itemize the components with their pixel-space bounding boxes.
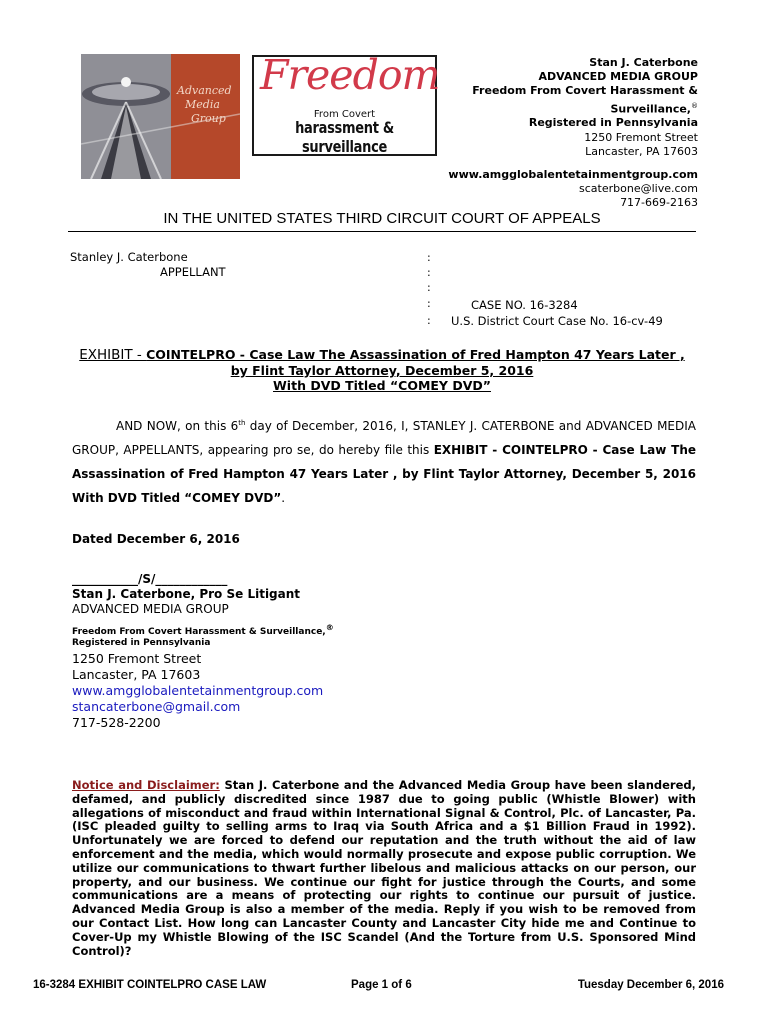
advanced-media-group-logo (81, 54, 240, 179)
header-website[interactable]: www.amgglobalentetainmentgroup.com (448, 168, 698, 181)
header-org: ADVANCED MEDIA GROUP (538, 70, 698, 84)
header-city: Lancaster, PA 17603 (585, 144, 698, 158)
signature-name: Stan J. Caterbone, Pro Se Litigant (72, 587, 301, 601)
freedom-logo-subtitle: From Covert (313, 109, 376, 120)
body-paragraph (72, 414, 696, 510)
header-line3: Freedom From Covert Harassment & (472, 84, 698, 98)
caption-colon: : (427, 314, 431, 327)
exhibit-line1: COINTELPRO - Case Law The Assassination of Fred Hampton 47 Years Later , (146, 347, 685, 362)
dated-line: Dated December 6, 2016 (72, 532, 240, 546)
notice-text: Stan J. Caterbone and the Advanced Media Group have been slandered, defamed, and publicly discredited since 1987 due to going public (Whistle Blower) with allegations of misconduct and fraud within International Signal & Control, Plc. of Lancaster, Pa. (ISC pleaded guilty to selling arms to Iraq via South Africa and a $1 Billion Fraud in 1992). Unfortunately we are forced to defend our reputation and the truth without the aid of law enforcement and the media, which would normally prosecute and expose public corruption. We utilize our communications to thwart further libelous and malicious attacks on our person, our property, and our business. We continue our fight for justice through the Courts, and some communications are a means of protecting our rights to continue our pursuit of justice. Advanced Media Group is also a member of the media. Reply if you wish to be removed from our Contact List. How long can Lancaster County and Lancaster City hide me and Continue to Cover-Up my Whistle Blowing of the ISC Scandel (And the Torture from U.S. Sponsored Mind Control)? (72, 778, 696, 958)
header-registered: Registered in Pennsylvania (528, 116, 698, 130)
signature-email-link[interactable]: stancaterbone@gmail.com (72, 699, 241, 714)
signature-phone: 717-528-2200 (72, 715, 161, 730)
exhibit-line3: With DVD Titled “COMEY DVD” (273, 378, 491, 393)
header-reg-mark: ® (691, 101, 698, 110)
signature-freedom: Freedom From Covert Harassment & Surveillance, (72, 627, 326, 637)
title-rule (68, 231, 696, 232)
signature-street: 1250 Fremont Street (72, 651, 202, 666)
header-line4: Surveillance, (610, 102, 691, 116)
signature-org: ADVANCED MEDIA GROUP (72, 602, 229, 616)
caption-colon: : (427, 281, 431, 294)
caption-colon: : (427, 297, 431, 310)
body-end: . (281, 491, 286, 505)
caption-colon: : (427, 266, 431, 279)
header-name: Stan J. Caterbone (589, 56, 698, 69)
body-sup: th (238, 419, 246, 427)
header-email[interactable]: scaterbone@live.com (579, 182, 698, 196)
court-title: IN THE UNITED STATES THIRD CIRCUIT COURT OF APPEALS (163, 210, 601, 227)
footer-date: Tuesday December 6, 2016 (577, 979, 724, 991)
footer-page-number: Page 1 of 6 (351, 979, 412, 991)
logo-word-2: Media (185, 98, 220, 111)
exhibit-prefix: EXHIBIT - (79, 347, 147, 363)
signature-registered: Registered in Pennsylvania (72, 638, 211, 648)
caption-role: APPELLANT (160, 265, 226, 279)
notice-disclaimer (72, 779, 696, 958)
freedom-logo-tagline: harassment & surveillance (295, 119, 394, 157)
footer-case-title: 16-3284 EXHIBIT COINTELPRO CASE LAW (33, 979, 267, 991)
logo-word-3: Group (191, 112, 226, 125)
header-street: 1250 Fremont Street (584, 130, 698, 144)
signature-line: ___________/S/____________ (72, 572, 228, 586)
header-contact-block-2 (448, 168, 698, 211)
notice-label: Notice and Disclaimer: (72, 778, 220, 792)
header-phone: 717-669-2163 (620, 196, 698, 210)
body-middle: day of December, 2016, I, STANLEY J. CATERBONE and ADVANCED MEDIA GROUP, APPELLANTS, appearing pro se, do hereby file this (72, 419, 696, 457)
body-bold: EXHIBIT - COINTELPRO - Case Law The Assassination of Fred Hampton 47 Years Later , by Flint Taylor Attorney, December 5, 2016 With DVD Titled “COMEY DVD” (72, 443, 696, 505)
caption-case-no: CASE NO. 16-3284 (471, 298, 578, 312)
header-contact-block (472, 56, 698, 159)
body-start: AND NOW, on this 6 (116, 419, 239, 433)
caption-party: Stanley J. Caterbone (70, 250, 188, 264)
caption-colon: : (427, 251, 431, 264)
signature-website-link[interactable]: www.amgglobalentetainmentgroup.com (72, 683, 324, 698)
freedom-logo (252, 51, 440, 157)
signature-city: Lancaster, PA 17603 (72, 667, 201, 682)
exhibit-title (68, 347, 696, 393)
logo-word-1: Advanced (177, 84, 232, 97)
freedom-logo-title: Freedom (260, 51, 440, 99)
exhibit-line2: by Flint Taylor Attorney, December 5, 2016 (230, 363, 534, 378)
caption-district-case: U.S. District Court Case No. 16-cv-49 (451, 314, 663, 328)
signature-reg-mark: ® (325, 623, 334, 632)
